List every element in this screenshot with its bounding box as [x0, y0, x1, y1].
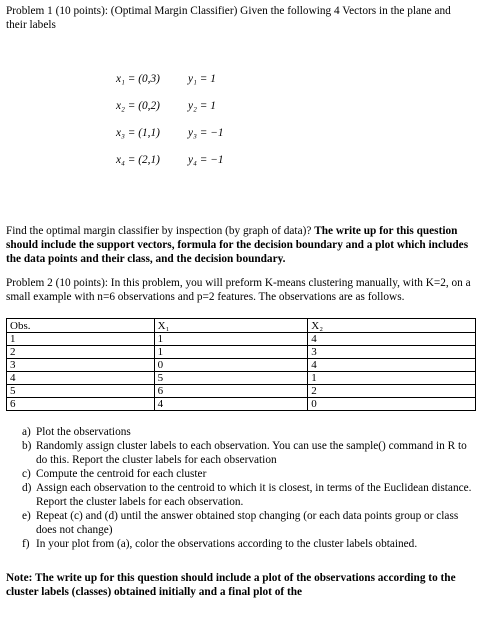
vector-label: y₃ = −1 — [188, 127, 224, 139]
table-cell: 2 — [308, 385, 476, 398]
list-marker: d) — [22, 482, 32, 494]
table-cell: 1 — [154, 346, 308, 359]
table-cell: 5 — [7, 385, 155, 398]
list-marker: c) — [22, 468, 31, 480]
problem1-task-bold: The write up for this question should include the support vectors, formula for the decision boundary and a plot which includes the data points and their class, and the decision boundary. — [6, 225, 469, 265]
table-cell: 2 — [7, 346, 155, 359]
problem1-task-plain: Find the optimal margin classifier by inspection (by graph of data)? — [6, 225, 315, 237]
table-cell: 1 — [308, 372, 476, 385]
table-cell: 4 — [308, 333, 476, 346]
list-item-text: Assign each observation to the centroid to which it is closest, in terms of the Euclidean distance. Report the cluster labels for each observation. — [36, 482, 472, 508]
document-page — [6, 4, 472, 599]
table-row — [7, 385, 476, 398]
vector-row — [116, 72, 316, 90]
note-text: Note: The write up for this question should include a plot of the observations according to the cluster labels (classes) obtained initially and a final plot of the — [6, 572, 456, 598]
table-cell: 0 — [308, 398, 476, 411]
vector-list — [6, 72, 472, 176]
vector-x: x₃ = (1,1) — [116, 127, 160, 139]
list-marker: f) — [22, 538, 30, 550]
column-header-x2: X₂ — [308, 319, 476, 333]
table-cell: 1 — [7, 333, 155, 346]
list-item — [22, 537, 472, 551]
observations-table — [6, 318, 476, 411]
list-item — [22, 509, 472, 537]
steps-list — [6, 425, 472, 551]
vector-label: y₂ = 1 — [188, 100, 216, 112]
list-item — [22, 481, 472, 509]
list-marker: a) — [22, 426, 31, 438]
list-marker: b) — [22, 440, 32, 452]
list-item-text: Repeat (c) and (d) until the answer obtained stop changing (or each data points group or class does not change) — [36, 510, 459, 536]
vector-label: y₁ = 1 — [188, 73, 216, 85]
vector-row — [116, 99, 316, 117]
list-item-text: Plot the observations — [36, 426, 131, 438]
table-row — [7, 346, 476, 359]
list-item-text: Randomly assign cluster labels to each observation. You can use the sample() command in R to do this. Report the cluster labels for each observation — [36, 440, 467, 466]
table-row — [7, 359, 476, 372]
table-cell: 6 — [154, 385, 308, 398]
column-header-x1: X₁ — [154, 319, 308, 333]
problem2-intro: Problem 2 (10 points): In this problem, you will preform K-means clustering manually, with K=2, on a small example with n=6 observations and p=2 features. The observations are as follows. — [6, 277, 471, 303]
table-row — [7, 372, 476, 385]
problem1-intro: Problem 1 (10 points): (Optimal Margin Classifier) Given the following 4 Vectors in the plane and their labels — [6, 5, 451, 31]
list-item — [22, 439, 472, 467]
table-cell: 4 — [154, 398, 308, 411]
table-cell: 1 — [154, 333, 308, 346]
table-cell: 6 — [7, 398, 155, 411]
list-item — [22, 467, 472, 481]
table-row — [7, 333, 476, 346]
table-cell: 5 — [154, 372, 308, 385]
vector-row — [116, 153, 316, 171]
vector-x: x₄ = (2,1) — [116, 154, 160, 166]
table-header-row — [7, 319, 476, 333]
list-marker: e) — [22, 510, 31, 522]
list-item-text: In your plot from (a), color the observations according to the cluster labels obtained. — [36, 538, 418, 550]
table-cell: 3 — [308, 346, 476, 359]
problem1-task — [6, 224, 472, 266]
list-item-text: Compute the centroid for each cluster — [36, 468, 207, 480]
vector-x: x₁ = (0,3) — [116, 73, 160, 85]
problem2-note — [6, 571, 472, 599]
table-cell: 4 — [308, 359, 476, 372]
table-cell: 4 — [7, 372, 155, 385]
vector-x: x₂ = (0,2) — [116, 100, 160, 112]
vector-row — [116, 126, 316, 144]
table-cell: 3 — [7, 359, 155, 372]
column-header-obs: Obs. — [7, 319, 155, 333]
vector-label: y₄ = −1 — [188, 154, 224, 166]
list-item — [22, 425, 472, 439]
table-row — [7, 398, 476, 411]
table-cell: 0 — [154, 359, 308, 372]
